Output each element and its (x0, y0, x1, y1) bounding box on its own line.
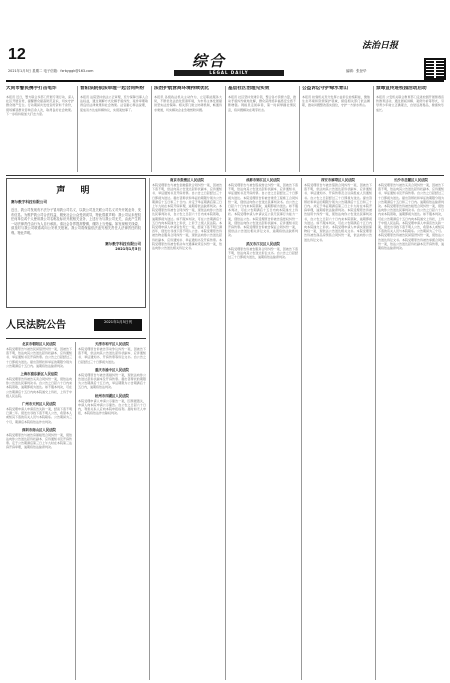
news-headline: 晋阳法院依法审理一起合同纠纷 (80, 86, 145, 91)
news-headline: 禁毒宣传进校园活动启动 (376, 86, 427, 91)
section-rule (6, 338, 146, 339)
court-notice-body: 本院受理原告与被告离婚纠纷一案，现依法向你公告送达起诉状副本及开庭传票。提出答辩状的期限为公告期满后十五日内，举证期限为公告期满后十五日内，逾期将依法判决。 (78, 372, 146, 390)
court-notice-body: 本院受理原告与被告买卖合同纠纷一案，因被告下落不明，依法向其公告送达起诉状副本、应诉通知书、举证通知书及开庭传票。自公告之日起经过三十日即视为送达。提出答辩状和举证的期限分别为公告期满后十五日和三十日内。逾期将依法缺席判决。本院受理原告诉被告租赁合同纠纷一案，现依法向你公告送达民事判决书。自公告之日起六十日内来本院领取，逾期即视为送达。如不服本判决，可在公告期满后十五日内向本院递交上诉状，上诉于中级人民法院。本院受理申请人申请宣告失踪一案，现发出寻找下落不明人公告，希望本人或知其下落的有关人员与本院联系。公告期间为三个月。本院受理原告诉被告民间借贷纠纷一案，现依法公告送达诉讼文书。本院受理原告诉被告承揽合同纠纷一案，依法公告送达起诉状副本及开庭传票，逾期将依法缺席判决。 (378, 183, 444, 251)
news-article (6, 86, 74, 172)
masthead-logo: 法治日报 (362, 41, 399, 51)
court-notice-body: 本院受理申请人申请公示催告一案，因票据遗失，申请人向本院申请公示催告。自公告之日起六十日内，利害关系人应向本院申报权利。届时如无人申报，本院将依法作出除权判决。 (78, 398, 146, 416)
column-divider (77, 86, 78, 172)
news-article (376, 86, 444, 172)
court-notices-column (304, 178, 372, 680)
court-notice-body: 本院受理原告与被告股权转让纠纷一案，因被告下落不明，依法向其公告送达起诉状副本、应诉通知书、举证通知书及开庭传票。自公告之日起经过三十日即视为送达。本院受理原告诉被告建设工程施工合同纠纷一案，现依法向你公告送达民事判决书。自公告之日起六十日内来本院领取，逾期即视为送达。如不服本判决，可在公告期满后十五日内向本院递交上诉状。本院受理申请人申请认定公民无民事行为能力一案，现依法公告。本院受理原告诉被告追偿权纠纷一案，现依法向你公告送达起诉状副本、应诉通知书及开庭传票。本院受理原告诉被告保证合同纠纷一案，现依法公告送达相关诉讼文书，逾期将依法缺席判决。 (228, 183, 298, 238)
court-notice-entry (6, 428, 72, 450)
column-divider (225, 178, 226, 680)
court-notice-entry (78, 342, 146, 364)
court-notice-entry (6, 342, 72, 368)
news-body: 本报讯 检察机关充分发挥公益诉讼检察职能，聚焦生态环境和资源保护领域，督促相关部门依法履职，推动问题整改落实到位，守护一方绿水青山。 (302, 95, 370, 108)
court-notice-entry (304, 178, 372, 242)
court-notices-column (228, 178, 298, 680)
news-body: 本报讯 近日，警方联合多部门开展专项行动，深入社区开展宣传，提醒群众提高防范意识，切实守护群众财产安全。行动期间共发放宣传资料千余份，现场解答群众咨询百余人次，取得良好社会效果。下一步将持续加大打击力度。 (6, 95, 74, 116)
column-divider (225, 86, 226, 172)
court-notices-badge: 2021年1月5日刊 (94, 319, 142, 331)
court-name: 武汉市江汉区人民法院 (246, 241, 280, 246)
notice-title: 声 明 (56, 186, 96, 196)
court-notice-entry (6, 372, 72, 398)
court-name: 西安市雁塔区人民法院 (321, 178, 355, 182)
court-notices-column (78, 342, 146, 680)
court-name: 上海市浦东新区人民法院 (20, 372, 58, 377)
section-rule (6, 175, 444, 176)
statement-notice (6, 178, 146, 308)
court-name: 南京市鼓楼区人民法院 (170, 178, 204, 182)
column-divider (299, 86, 300, 172)
court-notice-body: 本院受理申请人申请宣告失踪一案，经查下落不明已满二年。现发出寻找下落不明人公告，希望本人或知其下落的有关人员与本院联系。公告期间为三个月，期满后本院将依法作出判决。 (6, 407, 72, 424)
court-name: 广州市天河区人民法院 (22, 402, 56, 407)
court-notice-body: 本院受理原告与被告借款合同纠纷一案，因被告下落不明，依法向其公告送达起诉状副本、应诉通知书、举证通知书、开庭传票及合议庭组成人员通知书。自公告之日起经过三十日即视为送达。提出答辩状和举证的期限分别为公告期满后十五日和三十日内。并定于举证期满后第三日上午九时在本院开庭审理，逾期将依法缺席判决。本院受理原告诉被告信用卡纠纷一案，现依法向你公告送达民事判决书，自公告之日起六十日内来本院领取，逾期即视为送达。如不服本判决，可在公告期满后十五日内向本院递交上诉状。本院受理申请人申请实现担保物权一案，现依法公告送达相关文书。本院受理原告诉被告商品房预售合同纠纷一案，依法向你公告送达诉讼文书。 (304, 183, 372, 242)
court-notices-column (6, 342, 72, 680)
court-name: 成都市锦江区人民法院 (246, 178, 280, 182)
news-article (154, 86, 222, 172)
court-notice-entry (78, 368, 146, 390)
news-headline: 基层社区治理见实效 (228, 86, 270, 91)
editor-line: 编辑：张登华 (346, 69, 367, 73)
notice-signature: 赛尔数字科技有限公司 2021年1月5日 (105, 241, 141, 251)
column-divider (151, 86, 152, 172)
header-rule (6, 80, 444, 82)
news-body: 本报讯 各级政法机关主动作为，立足职能服务大局，不断优化法治化营商环境，为市场主体发展提供坚实法治保障。相关部门建立协调机制，畅通诉求渠道，切实解决企业急难愁盼问题。 (154, 95, 222, 112)
column-divider (75, 342, 76, 680)
page-header (6, 4, 444, 78)
column-divider (375, 178, 376, 680)
court-name: 深圳市南山区人民法院 (22, 427, 56, 432)
court-notice-body: 本院受理原告诉被告劳动争议纠纷一案，因被告下落不明，依法向其公告送达起诉状副本、应诉通知书、举证通知书、开庭传票等诉讼文书。自公告之日起经过三十日即视为送达。 (78, 347, 146, 364)
court-notice-entry (228, 242, 298, 260)
court-name: 天津市和平区人民法院 (95, 342, 129, 346)
court-notice-entry (6, 402, 72, 424)
court-notice-body: 本院受理原告与被告房屋租赁合同纠纷一案，现依法向你公告送达起诉状副本、应诉通知书及开庭传票。定于公告期满后第三日上午九时在本院第三法庭开庭审理，逾期将依法缺席判决。 (6, 432, 72, 450)
column-divider (301, 178, 302, 680)
court-notice-entry (378, 178, 444, 250)
qr-code-icon (424, 58, 446, 80)
court-notice-entry (228, 178, 298, 238)
court-name: 长沙市岳麓区人民法院 (394, 178, 428, 182)
court-notices-header (6, 316, 146, 336)
court-name: 重庆市渝中区人民法院 (95, 367, 129, 372)
court-notice-body: 本院受理原告诉被告买卖合同纠纷一案，现依法向你公告送达民事判决书。自公告之日起六十日内来本院领取，逾期即视为送达。如不服本判决，可在公告期满后十五日内向本院递交上诉状，上诉于中级人民法院。 (6, 377, 72, 398)
court-notice-entry (78, 394, 146, 416)
news-body: 本报讯 法院坚持依法公正审理，充分保障当事人合法权益，通过调解方式化解矛盾纠纷，案件审理取得良好法律效果和社会效果。法官耐心释法说理，促成双方达成和解协议，实现案结事了。 (80, 95, 148, 112)
news-body: 本报讯 社区坚持党建引领，整合各方资源力量，推动矛盾纠纷就地化解，群众获得感幸福感安全感不断增强。网格员走街串巷，第一时间掌握社情民意，将问题解决在萌芽状态。 (228, 95, 296, 112)
column-divider (373, 86, 374, 172)
news-headline: 大同市警民携手打击电诈 (6, 86, 57, 91)
news-article (80, 86, 148, 172)
court-notices-column (378, 178, 444, 680)
notice-subtitle: 赛尔数字科技有限公司 (11, 200, 47, 204)
news-body: 本报讯 公安机关联合教育部门走进校园开展禁毒宣传教育活动，通过展板讲解、案例分析等形式，引导青少年树立正确观念，自觉远离毒品，健康快乐成长。 (376, 95, 444, 112)
notice-body: 近日，我公司发现有不法分子冒用我公司名义，以我公司及关联公司名义对外开展业务、发布信息。为维护我公司合法权益，避免社会公众受到误导，特此郑重声明：我公司从未授权任何单位或个人使用我公司名称及标识开展相关业务，上述行为与我公司无关，由此产生的一切法律责任由行为人自行承担。请社会各界提高警惕，谨防上当受骗。如发现相关线索，请及时与我公司联系或向公安机关报案。我公司将保留依法追究相关责任人法律责任的权利。特此声明。 (11, 208, 141, 235)
court-notice-body: 本院受理原告与被告金融借款合同纠纷一案，因被告下落不明，依法向其公告送达起诉状副本、应诉通知书、举证通知书及开庭传票。自公告之日起经过三十日即视为送达。提出答辩状和举证的期限分别为公告期满后十五日和三十日内。并定于举证期满后第三日上午九时在本院开庭审理，逾期将依法缺席判决。本院受理原告诉被告合同纠纷一案，现依法向你公告送达民事判决书，自公告之日起六十日内来本院领取，逾期即视为送达。如不服本判决，可在公告期满后十五日内向本院递交上诉状，上诉于上级人民法院。本院受理申请人申请宣告死亡一案，经查下落不明已满四年，现发出寻找下落不明人公告。本院受理原告诉被告物业服务合同纠纷一案，现依法向你公告送达起诉状副本、应诉通知书、举证通知书及开庭传票。本院受理原告诉被告机动车交通事故责任纠纷一案，依法向你公告送达相关诉讼文书。 (152, 183, 222, 251)
news-headline: 法治护航营商环境持续优化 (154, 86, 210, 91)
court-name: 杭州市西湖区人民法院 (95, 393, 129, 398)
section-subtitle: LEGAL DAILY (174, 70, 284, 76)
news-article (228, 86, 296, 172)
court-notice-body: 本院受理原告与被告民间借贷纠纷一案，因被告下落不明，依法向其公告送达起诉状副本、应诉通知书、举证通知书及开庭传票。自公告之日起经过三十日即视为送达。提出答辩状和举证的期限分别为公告期满后十五日内。逾期将依法缺席判决。 (6, 347, 72, 368)
section-title: 综合 (192, 52, 227, 70)
page-number: 12 (8, 46, 26, 63)
date-line: 2021年1月5日 星期二 电子信箱：fzrbyggk@163.com (8, 69, 94, 73)
news-headline: 公益诉讼守护绿水青山 (302, 86, 348, 91)
court-notices-column (152, 178, 222, 680)
court-notices-title: 人民法院公告 (6, 320, 66, 331)
court-notice-entry (152, 178, 222, 250)
news-article (302, 86, 370, 172)
court-notice-body: 本院受理原告诉被告服务合同纠纷一案，因被告下落不明，依法向其公告送达诉讼文书。自公告之日起经过三十日即视为送达，逾期将依法缺席判决。 (228, 246, 298, 260)
court-name: 北京市朝阳区人民法院 (22, 342, 56, 346)
column-divider (149, 178, 150, 680)
